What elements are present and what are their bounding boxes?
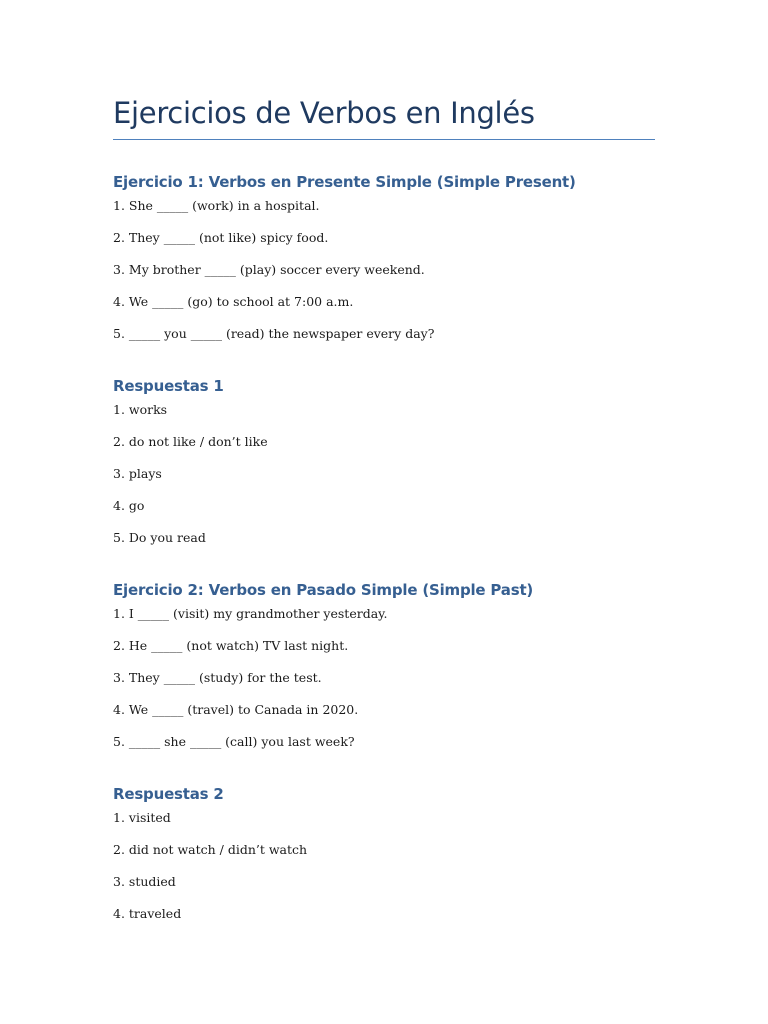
exercise-2-item-4: 4. We _____ (travel) to Canada in 2020. xyxy=(113,702,359,717)
document-title: Ejercicios de Verbos en Inglés xyxy=(113,96,535,130)
exercise-1-item-3: 3. My brother _____ (play) soccer every weekend. xyxy=(113,262,425,277)
title-underline xyxy=(113,139,655,140)
answers-2-item-2: 2. did not watch / didn’t watch xyxy=(113,842,308,857)
answers-1-item-3: 3. plays xyxy=(113,466,162,481)
exercise-1-item-2: 2. They _____ (not like) spicy food. xyxy=(113,230,329,245)
answers-1-item-4: 4. go xyxy=(113,498,145,513)
answers-2-heading: Respuestas 2 xyxy=(113,785,224,803)
answers-1-item-5: 5. Do you read xyxy=(113,530,206,545)
answers-2-item-1: 1. visited xyxy=(113,810,171,825)
answers-1-item-2: 2. do not like / don’t like xyxy=(113,434,268,449)
exercise-1-item-4: 4. We _____ (go) to school at 7:00 a.m. xyxy=(113,294,354,309)
exercise-1-item-1: 1. She _____ (work) in a hospital. xyxy=(113,198,320,213)
exercise-2-item-2: 2. He _____ (not watch) TV last night. xyxy=(113,638,349,653)
exercise-1-heading: Ejercicio 1: Verbos en Presente Simple (Simple Present) xyxy=(113,173,576,191)
exercise-2-item-3: 3. They _____ (study) for the test. xyxy=(113,670,322,685)
answers-2-item-4: 4. traveled xyxy=(113,906,182,921)
answers-1-item-1: 1. works xyxy=(113,402,168,417)
exercise-2-item-5: 5. _____ she _____ (call) you last week? xyxy=(113,734,355,749)
exercise-2-item-1: 1. I _____ (visit) my grandmother yesterday. xyxy=(113,606,388,621)
exercise-2-heading: Ejercicio 2: Verbos en Pasado Simple (Simple Past) xyxy=(113,581,534,599)
exercise-1-item-5: 5. _____ you _____ (read) the newspaper every day? xyxy=(113,326,435,341)
answers-1-heading: Respuestas 1 xyxy=(113,377,224,395)
answers-2-item-3: 3. studied xyxy=(113,874,176,889)
